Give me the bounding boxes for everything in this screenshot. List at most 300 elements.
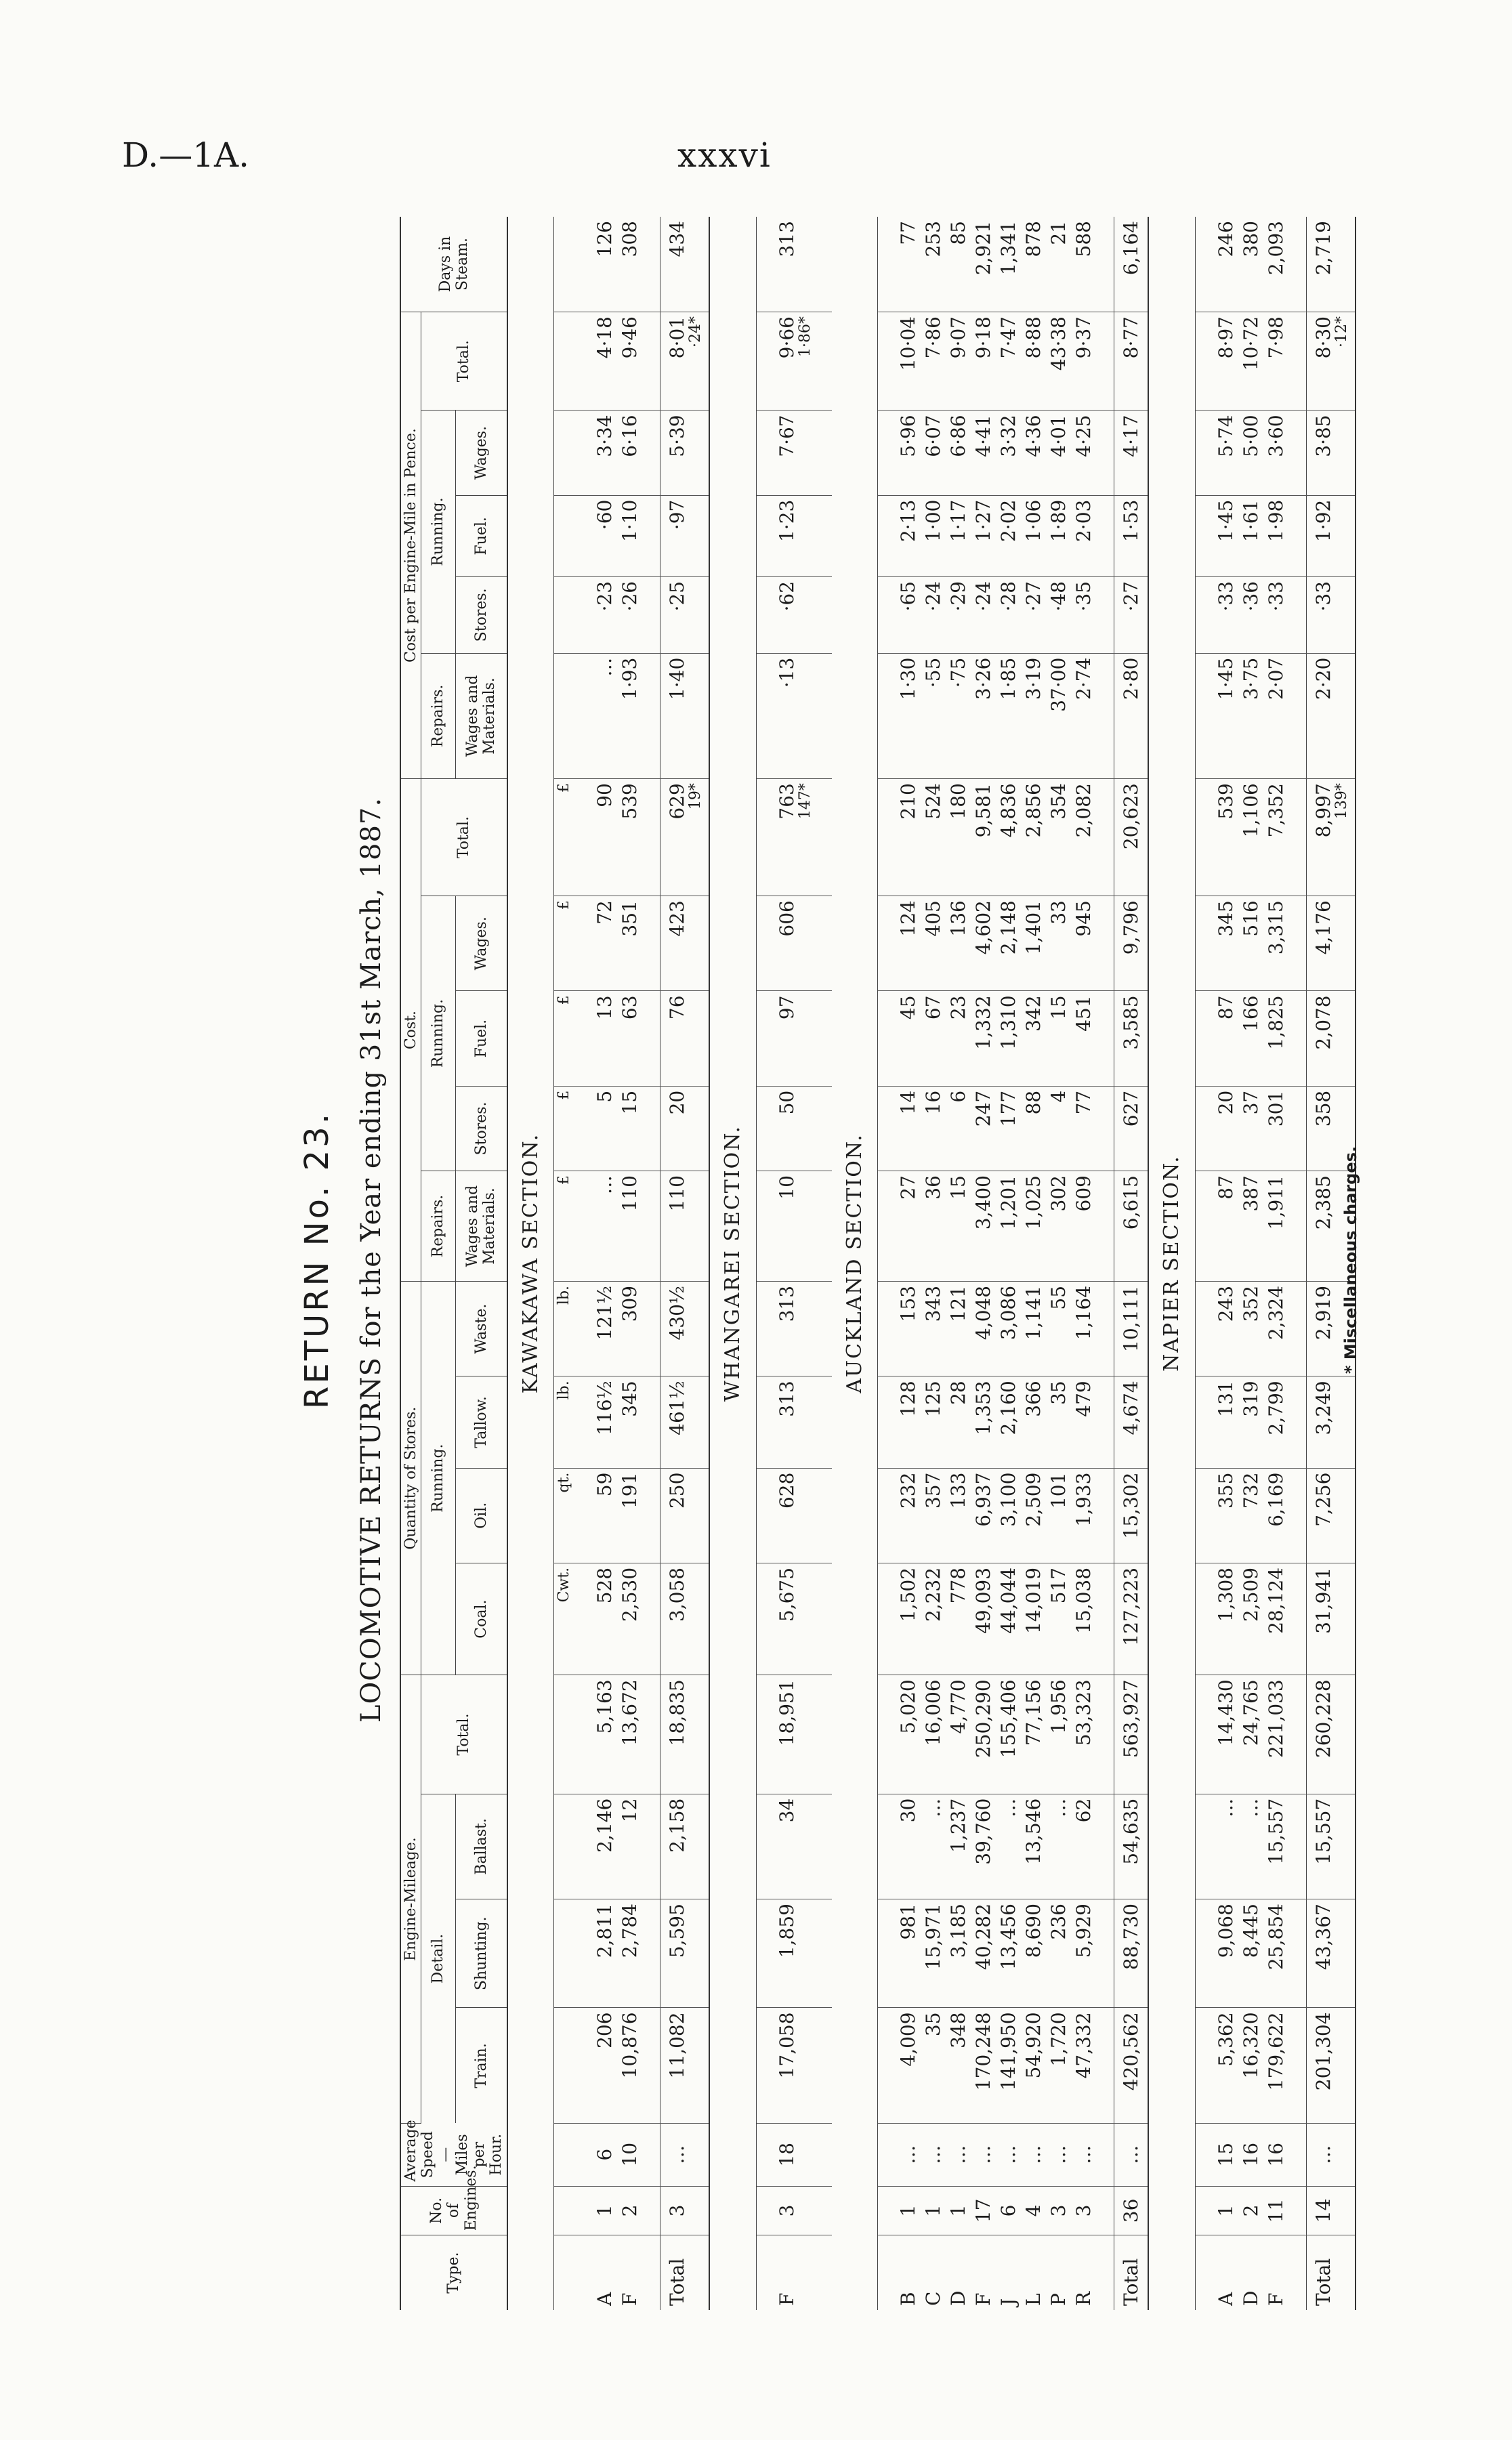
spacer-cell [1096, 411, 1114, 495]
cell-shunt [921, 1899, 946, 2008]
cell-value: 1,310 [997, 995, 1020, 1050]
cell-n [1046, 2186, 1071, 2235]
cell-ptotal [592, 312, 617, 411]
cell-pfuel [1021, 495, 1046, 576]
cell-value: ·27 [1022, 581, 1045, 612]
spacer-cell [574, 653, 592, 778]
spacer-cell [1096, 217, 1114, 312]
spacer-cell [756, 1794, 774, 1899]
spacer-cell [814, 2008, 832, 2123]
spacer-cell [1096, 896, 1114, 991]
return-subtitle: LOCOMOTIVE RETURNS for the Year ending 31st March, 1887. [356, 797, 387, 1723]
spacer-cell [1096, 779, 1114, 896]
spacer-cell [574, 576, 592, 653]
cell-value: 1,933 [1072, 1472, 1095, 1527]
cell-tallow [921, 1376, 946, 1468]
table-body [507, 217, 1356, 2310]
cell-cwages [1046, 896, 1071, 991]
cell-value: 345 [1214, 900, 1237, 937]
spacer-cell [814, 2235, 832, 2310]
cell-value: 5,929 [1072, 1903, 1095, 1958]
cell-value: 319 [1239, 1381, 1262, 1417]
cell-pwages [896, 411, 921, 495]
cell-cfuel [921, 991, 946, 1086]
cell-value: 53,323 [1072, 1679, 1095, 1746]
cell-value: ·62 [775, 581, 798, 612]
cell-value: 1,141 [1022, 1285, 1045, 1341]
cell-crep [1071, 1171, 1096, 1282]
cell-value: 43·38 [1047, 316, 1070, 371]
cell-cfuel [896, 991, 921, 1086]
cell-pwages [592, 411, 617, 495]
cell-ballast [617, 1794, 642, 1899]
cell-crep [1263, 1171, 1288, 1282]
cell-value: 36 [1120, 2198, 1143, 2223]
spacer-row [814, 217, 832, 2310]
cell-days [774, 217, 814, 312]
cell-value: 9·66 [775, 316, 798, 359]
cell-value: ·75 [947, 657, 970, 688]
cell-waste [1263, 1281, 1288, 1376]
cell-value: 76 [666, 995, 689, 1020]
unit-cstores: £ [554, 1086, 574, 1171]
cell-ctotal [617, 779, 642, 896]
cell-value: 33 [1047, 900, 1070, 925]
cell-value: 15 [947, 1175, 970, 1200]
rotated-return-sheet [203, 196, 1368, 2323]
unit-waste: lb. [554, 1281, 574, 1376]
cell-mtotal [1114, 1675, 1149, 1794]
cell-pwages [971, 411, 996, 495]
cell-value: 15 [1214, 2142, 1237, 2167]
cell-value: 124 [897, 900, 920, 937]
cell-pfuel [1046, 495, 1071, 576]
cell-value: 528 [593, 1567, 616, 1604]
spacer-cell [574, 217, 592, 312]
cell-value: 302 [1047, 1175, 1070, 1212]
cell-coal [996, 1563, 1021, 1675]
spacer-cell [642, 896, 660, 991]
cell-sp [592, 2123, 617, 2186]
cell-value: 87 [1214, 1175, 1237, 1200]
cell-value: 5·00 [1239, 415, 1262, 457]
spacer-cell [574, 1171, 592, 1282]
cell-value: 39,760 [972, 1798, 995, 1865]
cell-value: 1,859 [775, 1903, 798, 1958]
cell-train [996, 2008, 1021, 2123]
cell-value: 1·27 [972, 499, 995, 543]
cell-value: 7·86 [922, 316, 945, 359]
cell-pfuel [921, 495, 946, 576]
cell-oil [1114, 1468, 1149, 1563]
cell-pstores [1213, 576, 1238, 653]
cell-train [617, 2008, 642, 2123]
cell-crep [1213, 1171, 1238, 1282]
spacer-cell [1096, 1171, 1114, 1282]
cell-cwages [921, 896, 946, 991]
cell-oil [617, 1468, 642, 1563]
cell-value: ·13 [775, 657, 798, 688]
spacer-cell [1288, 411, 1307, 495]
cell-value: 2·07 [1264, 657, 1287, 700]
spacer-cell [642, 411, 660, 495]
cell-value: … [947, 2145, 970, 2164]
spacer-cell [1195, 1675, 1213, 1794]
cell-ctotal [971, 779, 996, 896]
cell-value: … [922, 2145, 945, 2164]
cell-value: ·55 [922, 657, 945, 688]
cell-pstores [1046, 576, 1071, 653]
cell-value: 8,997 [1311, 783, 1335, 838]
spacer-cell [878, 1171, 896, 1282]
cell-value: 7·98 [1264, 316, 1287, 359]
cell-value: 2,078 [1311, 995, 1335, 1050]
cell-value: 36 [922, 1175, 945, 1200]
cell-value: 6,615 [1120, 1175, 1143, 1230]
spacer-cell [756, 991, 774, 1086]
cell-value: 4 [1047, 1090, 1070, 1103]
spacer-cell [878, 1281, 896, 1376]
cell-value: 1·45 [1214, 657, 1237, 700]
cell-value: 8,690 [1022, 1903, 1045, 1958]
unit-cwages: £ [554, 896, 574, 991]
spacer-cell [1288, 1899, 1307, 2008]
spacer-cell [1288, 312, 1307, 411]
cell-train [1071, 2008, 1096, 2123]
spacer-cell [878, 217, 896, 312]
cell-train [896, 2008, 921, 2123]
cell-value: C [922, 2291, 945, 2306]
cell-value: 1·93 [618, 657, 642, 700]
cell-value: 87 [1214, 995, 1237, 1020]
cell-cfuel [1213, 991, 1238, 1086]
spacer-cell [1195, 411, 1213, 495]
spacer-row [756, 217, 774, 2310]
cell-value: … [897, 2145, 920, 2164]
spacer-cell [878, 312, 896, 411]
cell-value: ·23 [593, 581, 616, 612]
cell-crep [896, 1171, 921, 1282]
spacer-cell [756, 2235, 774, 2310]
cell-value: 45 [897, 995, 920, 1020]
cell-n [592, 2186, 617, 2235]
footnote: * Miscellaneous charges. [1341, 1145, 1360, 1374]
cell-shunt [1263, 1899, 1288, 2008]
cell-value: 3,249 [1311, 1381, 1335, 1435]
spacer-cell [1288, 1675, 1307, 1794]
cell-value: 77,156 [1022, 1679, 1045, 1746]
spacer-cell [574, 1899, 592, 2008]
cell-n [1238, 2186, 1263, 2235]
cell-value: 97 [775, 995, 798, 1020]
cell-value: 15,971 [922, 1903, 945, 1971]
cell-value: 1,825 [1264, 995, 1287, 1050]
spacer-cell [1195, 2186, 1213, 2235]
cell-coal [1213, 1563, 1238, 1675]
cell-days [896, 217, 921, 312]
cell-value: 342 [1022, 995, 1045, 1032]
cell-type [921, 2235, 946, 2310]
cell-value: 63 [618, 995, 642, 1020]
cell-value: ·36 [1239, 581, 1262, 612]
cell-value: 4,176 [1311, 900, 1335, 955]
spacer-cell [574, 2235, 592, 2310]
header-tallow: Tallow. [455, 1376, 507, 1468]
cell-ballast [1021, 1794, 1046, 1899]
cell-pstores [946, 576, 971, 653]
cell-value: F [972, 2292, 995, 2306]
cell-waste [996, 1281, 1021, 1376]
cell-value: 517 [1047, 1567, 1070, 1604]
cell-train [1213, 2008, 1238, 2123]
cell-pwages [996, 411, 1021, 495]
cell-value: 2·80 [1120, 657, 1143, 700]
cell-value: 10·72 [1239, 316, 1262, 371]
spacer-cell [574, 495, 592, 576]
cell-value: … [1239, 1798, 1262, 1817]
cell-value: Total [1120, 2258, 1143, 2306]
cell-value: 15,038 [1072, 1567, 1095, 1634]
cell-value: 1 [1214, 2204, 1237, 2217]
cell-value: Total [666, 2258, 689, 2306]
spacer-cell [814, 1376, 832, 1468]
cell-value: 11,082 [666, 2012, 689, 2079]
cell-value: 2,148 [997, 900, 1020, 955]
cell-value: 4·01 [1047, 415, 1070, 457]
spacer-cell [1096, 2186, 1114, 2235]
spacer-cell [756, 1899, 774, 2008]
cell-value: 1 [947, 2204, 970, 2217]
unit-tallow: lb. [554, 1376, 574, 1468]
spacer-cell [878, 1086, 896, 1171]
spacer-cell [878, 1376, 896, 1468]
cell-value: … [1072, 2145, 1095, 2164]
cell-ballast [660, 1794, 710, 1899]
cell-tallow [1114, 1376, 1149, 1468]
cell-type [1263, 2235, 1288, 2310]
spacer-cell [574, 991, 592, 1086]
spacer-cell [814, 1086, 832, 1171]
cell-pstores [1071, 576, 1096, 653]
cell-oil [946, 1468, 971, 1563]
cell-value: 50 [775, 1090, 798, 1115]
cell-value: 4,770 [947, 1679, 970, 1734]
cell-value: 201,304 [1311, 2012, 1335, 2091]
cell-value: 2·02 [997, 499, 1020, 543]
cell-cwages [1071, 896, 1096, 991]
cell-value: 1·00 [922, 499, 945, 543]
cell-value: … [1311, 2145, 1335, 2164]
spacer-row [642, 217, 660, 2310]
cell-coal [971, 1563, 996, 1675]
cell-value: 10 [618, 2142, 642, 2167]
cell-value: 9,068 [1214, 1903, 1237, 1958]
section-heading-row [709, 217, 756, 2310]
spacer-cell [878, 1468, 896, 1563]
cell-type [1071, 2235, 1096, 2310]
cell-coal [592, 1563, 617, 1675]
cell-value: 1,956 [1047, 1679, 1070, 1734]
cell-ptotal [971, 312, 996, 411]
cell-ctotal [1263, 779, 1288, 896]
cell-value: 18 [775, 2142, 798, 2167]
unit-pwages [554, 411, 574, 495]
cell-cstores [1046, 1086, 1071, 1171]
cell-value: 2,811 [593, 1903, 616, 1958]
cell-value: 21 [1047, 221, 1070, 245]
cell-sp [971, 2123, 996, 2186]
cell-mtotal [1046, 1675, 1071, 1794]
cell-ballast [1238, 1794, 1263, 1899]
cell-cwages [896, 896, 921, 991]
cell-pstores [592, 576, 617, 653]
cell-pfuel [592, 495, 617, 576]
spacer-cell [642, 312, 660, 411]
cell-mtotal [774, 1675, 814, 1794]
spacer-cell [574, 1794, 592, 1899]
cell-prep [1213, 653, 1238, 778]
cell-pstores [921, 576, 946, 653]
spacer-cell [574, 312, 592, 411]
cell-cwages [592, 896, 617, 991]
cell-value: 5·39 [666, 415, 689, 457]
header-pence-stores: Stores. [455, 576, 507, 653]
spacer-cell [1195, 779, 1213, 896]
cell-n [1071, 2186, 1096, 2235]
cell-cwages [1238, 896, 1263, 991]
cell-waste [946, 1281, 971, 1376]
cell-prep [617, 653, 642, 778]
cell-ballast [946, 1794, 971, 1899]
cell-prep [971, 653, 996, 778]
header-cost-repairs: Repairs. [421, 1171, 456, 1282]
cell-value: 3·60 [1264, 415, 1287, 457]
spacer-cell [814, 1468, 832, 1563]
unit-ptotal [554, 312, 574, 411]
cell-n [971, 2186, 996, 2235]
cell-train [1114, 2008, 1149, 2123]
cell-cfuel [1046, 991, 1071, 1086]
cell-sp [1114, 2123, 1149, 2186]
cell-prep [1263, 653, 1288, 778]
unit-sp [554, 2123, 574, 2186]
cell-value: 2,160 [997, 1381, 1020, 1435]
cell-type [617, 2235, 642, 2310]
spacer-cell [1195, 896, 1213, 991]
cell-waste [1238, 1281, 1263, 1376]
cell-mtotal [1071, 1675, 1096, 1794]
cell-value: … [593, 657, 616, 677]
spacer-cell [642, 217, 660, 312]
cell-value: 54,635 [1120, 1798, 1143, 1865]
cell-value: 155,406 [997, 1679, 1020, 1759]
cell-mtotal [617, 1675, 642, 1794]
spacer-cell [574, 896, 592, 991]
cell-n [660, 2186, 710, 2235]
cell-cwages [946, 896, 971, 991]
cell-value: … [1120, 2145, 1143, 2164]
spacer-cell [642, 1468, 660, 1563]
cell-shunt [1046, 1899, 1071, 2008]
cell-sp [1046, 2123, 1071, 2186]
cell-crep [921, 1171, 946, 1282]
spacer-cell [1288, 495, 1307, 576]
section-heading-row [832, 217, 878, 2310]
cell-value: 153 [897, 1285, 920, 1322]
cell-value: 9·18 [972, 316, 995, 359]
cell-prep [896, 653, 921, 778]
spacer-cell [756, 2186, 774, 2235]
spacer-cell [642, 2235, 660, 2310]
spacer-cell [814, 991, 832, 1086]
cell-coal [1114, 1563, 1149, 1675]
spacer-cell [1096, 2235, 1114, 2310]
cell-mtotal [946, 1675, 971, 1794]
cell-ptotal [1238, 312, 1263, 411]
cell-value: 3,086 [997, 1285, 1020, 1341]
cell-ptotal [1071, 312, 1096, 411]
cell-cwages [774, 896, 814, 991]
cell-value: F [618, 2292, 642, 2306]
cell-sp [1021, 2123, 1046, 2186]
cell-tallow [617, 1376, 642, 1468]
cell-mtotal [921, 1675, 946, 1794]
cell-value: R [1072, 2291, 1095, 2306]
cell-value: 85 [947, 221, 970, 245]
cell-pfuel [1213, 495, 1238, 576]
cell-value: 2,232 [922, 1567, 945, 1622]
cell-value: 18,835 [666, 1679, 689, 1746]
cell-value: 20 [666, 1090, 689, 1115]
cell-value: 3·32 [997, 415, 1020, 457]
cell-value: 35 [1047, 1381, 1070, 1405]
cell-shunt [996, 1899, 1021, 2008]
cell-value: 2,509 [1239, 1567, 1262, 1622]
cell-days [1046, 217, 1071, 312]
cell-value: 4·36 [1022, 415, 1045, 457]
cell-value: 221,033 [1264, 1679, 1287, 1759]
spacer-cell [1096, 1899, 1114, 2008]
spacer-cell [878, 1899, 896, 2008]
spacer-cell [878, 2186, 896, 2235]
cell-value: 77 [1072, 1090, 1095, 1115]
cell-cstores [617, 1086, 642, 1171]
cell-value: 539 [1214, 783, 1237, 820]
cell-cfuel [617, 991, 642, 1086]
cell-ballast [971, 1794, 996, 1899]
cell-value: B [897, 2292, 920, 2306]
spacer-cell [878, 779, 896, 896]
cell-value: 1·45 [1214, 499, 1237, 543]
spacer-cell [1288, 2123, 1307, 2186]
cell-shunt [896, 1899, 921, 2008]
cell-tallow [774, 1376, 814, 1468]
spacer-cell [642, 1281, 660, 1376]
table-row [921, 217, 946, 2310]
cell-value: 3,400 [972, 1175, 995, 1230]
cell-sub-value: 1·86* [796, 316, 814, 357]
cell-ballast [774, 1794, 814, 1899]
cell-value: 10,876 [618, 2012, 642, 2079]
cell-value: 1·92 [1311, 499, 1335, 543]
cell-value: 629 [666, 783, 689, 820]
cell-value: 2,082 [1072, 783, 1095, 838]
cell-value: 451 [1072, 995, 1095, 1032]
cell-ballast [896, 1794, 921, 1899]
header-pence-wages: Wages. [455, 411, 507, 495]
cell-pstores [996, 576, 1021, 653]
cell-crep [971, 1171, 996, 1282]
